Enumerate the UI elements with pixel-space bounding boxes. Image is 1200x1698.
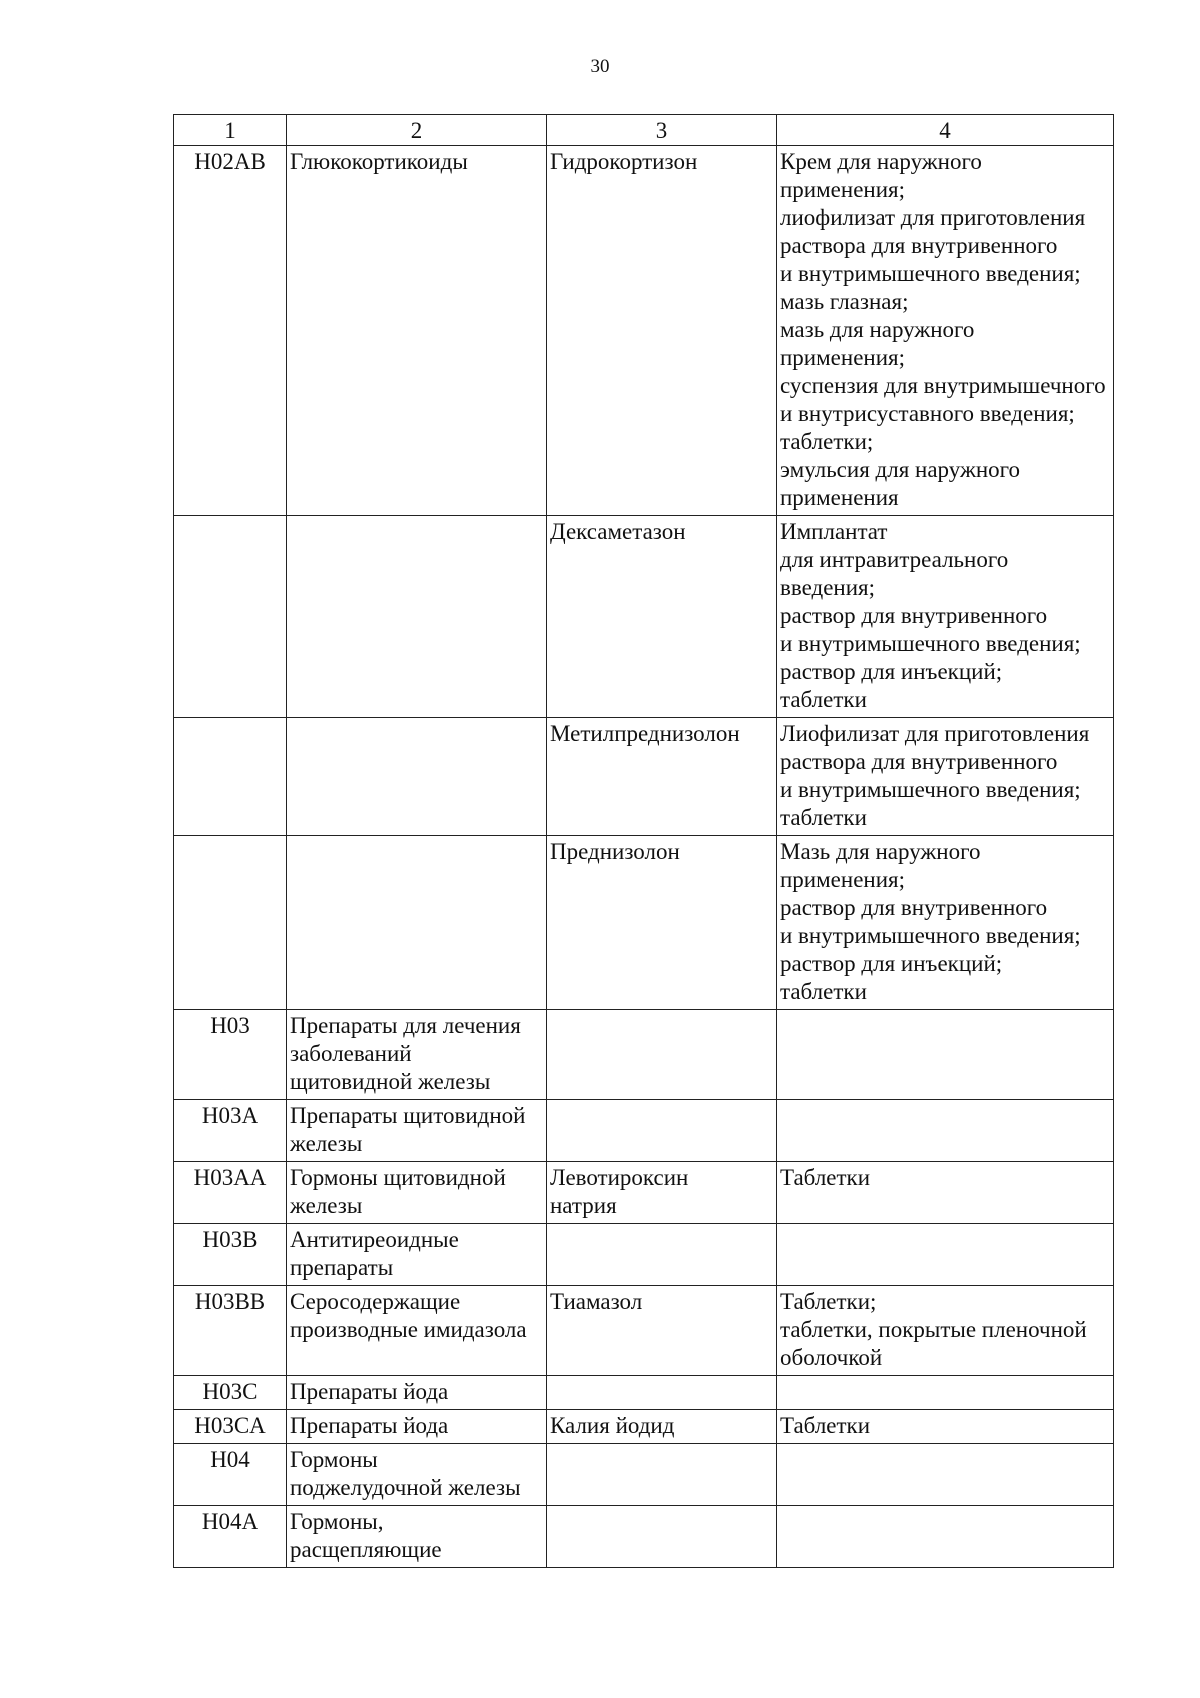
drug-name-cell: Гидрокортизон: [547, 146, 777, 516]
column-header-2: 2: [287, 115, 547, 146]
atc-code-cell: [174, 516, 287, 718]
group-name-cell: Препараты йода: [287, 1376, 547, 1410]
group-name-cell: Препараты йода: [287, 1410, 547, 1444]
dosage-forms-cell: Крем для наружного применения; лиофилизат для приготовления раствора для внутривенного и внутримышечного введения; мазь глазная; мазь для наружного применения; суспензия для внутримышечного и внутрисуставного введения; таблетки; эмульсия для наружного применения: [777, 146, 1114, 516]
table-row: [174, 1010, 1114, 1100]
table-row: [174, 718, 1114, 836]
drug-name-cell: [547, 1224, 777, 1286]
group-name-cell: Серосодержащие производные имидазола: [287, 1286, 547, 1376]
group-name-cell: Гормоны щитовидной железы: [287, 1162, 547, 1224]
drug-name-cell: Преднизолон: [547, 836, 777, 1010]
drug-name-cell: [547, 1100, 777, 1162]
drug-name-cell: [547, 1010, 777, 1100]
dosage-forms-cell: [777, 1010, 1114, 1100]
atc-code-cell: H03CA: [174, 1410, 287, 1444]
table-row: [174, 516, 1114, 718]
table-row: [174, 1100, 1114, 1162]
drug-name-cell: [547, 1376, 777, 1410]
medication-table: [173, 114, 1114, 1568]
drug-name-cell: Левотироксин натрия: [547, 1162, 777, 1224]
group-name-cell: Глюкокортикоиды: [287, 146, 547, 516]
drug-name-cell: [547, 1506, 777, 1568]
table-row: [174, 1506, 1114, 1568]
drug-name-cell: Дексаметазон: [547, 516, 777, 718]
table-header-row: [174, 115, 1114, 146]
drug-name-cell: Метилпреднизолон: [547, 718, 777, 836]
group-name-cell: Препараты щитовидной железы: [287, 1100, 547, 1162]
group-name-cell: [287, 516, 547, 718]
dosage-forms-cell: Лиофилизат для приготовления раствора для внутривенного и внутримышечного введения; таблетки: [777, 718, 1114, 836]
atc-code-cell: H03: [174, 1010, 287, 1100]
group-name-cell: Гормоны поджелудочной железы: [287, 1444, 547, 1506]
atc-code-cell: H03C: [174, 1376, 287, 1410]
drug-name-cell: Калия йодид: [547, 1410, 777, 1444]
dosage-forms-cell: Таблетки; таблетки, покрытые пленочной оболочкой: [777, 1286, 1114, 1376]
table-row: [174, 1162, 1114, 1224]
atc-code-cell: H04A: [174, 1506, 287, 1568]
dosage-forms-cell: Таблетки: [777, 1162, 1114, 1224]
group-name-cell: Гормоны, расщепляющие: [287, 1506, 547, 1568]
dosage-forms-cell: [777, 1506, 1114, 1568]
atc-code-cell: [174, 836, 287, 1010]
page-number: 30: [590, 56, 610, 77]
dosage-forms-cell: Имплантат для интравитреального введения; раствор для внутривенного и внутримышечного введения; раствор для инъекций; таблетки: [777, 516, 1114, 718]
table-row: [174, 836, 1114, 1010]
atc-code-cell: [174, 718, 287, 836]
dosage-forms-cell: Таблетки: [777, 1410, 1114, 1444]
group-name-cell: [287, 718, 547, 836]
table-row: [174, 1444, 1114, 1506]
column-header-4: 4: [777, 115, 1114, 146]
table-row: [174, 146, 1114, 516]
group-name-cell: Антитиреоидные препараты: [287, 1224, 547, 1286]
atc-code-cell: H04: [174, 1444, 287, 1506]
group-name-cell: Препараты для лечения заболеваний щитовидной железы: [287, 1010, 547, 1100]
dosage-forms-cell: [777, 1224, 1114, 1286]
dosage-forms-cell: [777, 1376, 1114, 1410]
dosage-forms-cell: [777, 1444, 1114, 1506]
atc-code-cell: H02AB: [174, 146, 287, 516]
dosage-forms-cell: Мазь для наружного применения; раствор для внутривенного и внутримышечного введения; раствор для инъекций; таблетки: [777, 836, 1114, 1010]
atc-code-cell: H03A: [174, 1100, 287, 1162]
atc-code-cell: H03AA: [174, 1162, 287, 1224]
table-row: [174, 1224, 1114, 1286]
group-name-cell: [287, 836, 547, 1010]
table-row: [174, 1286, 1114, 1376]
dosage-forms-cell: [777, 1100, 1114, 1162]
atc-code-cell: H03BB: [174, 1286, 287, 1376]
table-row: [174, 1376, 1114, 1410]
column-header-1: 1: [174, 115, 287, 146]
drug-name-cell: [547, 1444, 777, 1506]
table-row: [174, 1410, 1114, 1444]
drug-name-cell: Тиамазол: [547, 1286, 777, 1376]
atc-code-cell: H03B: [174, 1224, 287, 1286]
column-header-3: 3: [547, 115, 777, 146]
